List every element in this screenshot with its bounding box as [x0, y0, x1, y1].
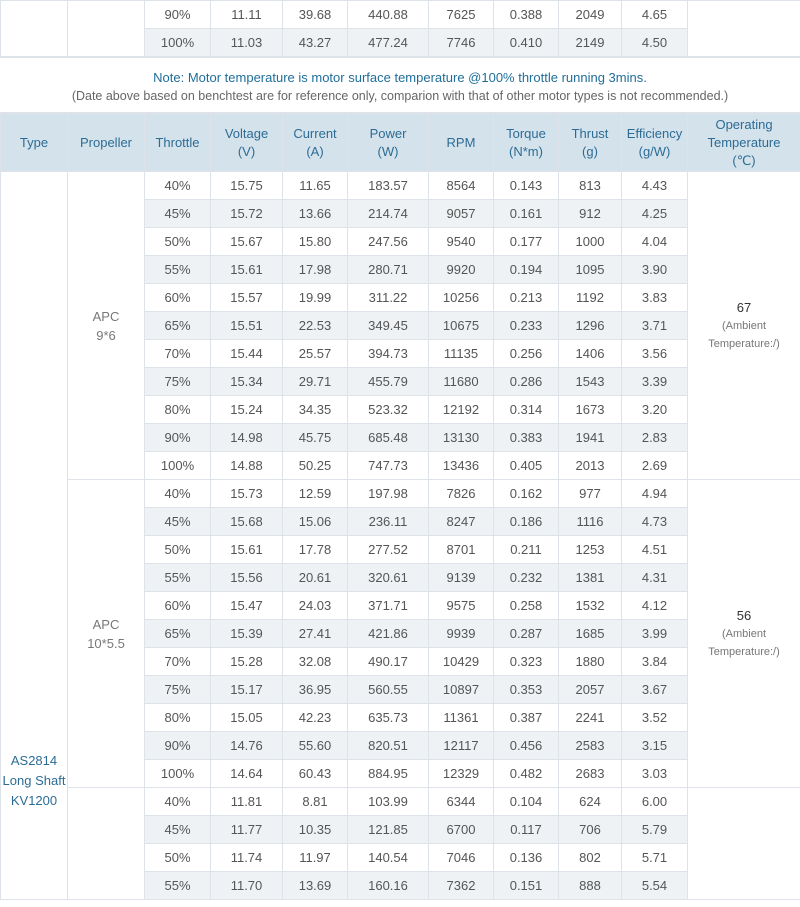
header-voltage: Voltage (V)	[211, 114, 283, 172]
data-cell: 2149	[559, 29, 622, 57]
data-cell: 15.75	[211, 172, 283, 200]
data-cell: 60%	[145, 592, 211, 620]
data-cell: 685.48	[348, 424, 429, 452]
data-cell: 39.68	[283, 1, 348, 29]
data-cell: 11.81	[211, 788, 283, 816]
data-cell: 6.00	[622, 788, 688, 816]
data-cell: 3.39	[622, 368, 688, 396]
data-cell: 11.11	[211, 1, 283, 29]
propeller-cell-empty	[68, 1, 145, 57]
data-cell: 4.25	[622, 200, 688, 228]
table-row	[1, 788, 800, 816]
data-cell: 24.03	[283, 592, 348, 620]
data-cell: 635.73	[348, 704, 429, 732]
data-cell: 490.17	[348, 648, 429, 676]
data-cell: 40%	[145, 788, 211, 816]
data-cell: 4.43	[622, 172, 688, 200]
temperature-value: 56	[736, 607, 752, 623]
data-cell: 7362	[429, 872, 494, 900]
data-cell: 0.287	[494, 620, 559, 648]
data-cell: 2.69	[622, 452, 688, 480]
data-cell: 60.43	[283, 760, 348, 788]
data-cell: 4.94	[622, 480, 688, 508]
data-cell: 0.410	[494, 29, 559, 57]
header-type: Type	[1, 114, 68, 172]
data-cell: 4.04	[622, 228, 688, 256]
data-cell: 90%	[145, 1, 211, 29]
data-cell: 2583	[559, 732, 622, 760]
data-cell: 11.70	[211, 872, 283, 900]
data-cell: 13130	[429, 424, 494, 452]
data-cell: 50%	[145, 844, 211, 872]
propeller-label: 10*5.5	[87, 635, 125, 651]
data-cell: 4.65	[622, 1, 688, 29]
header-throttle: Throttle	[145, 114, 211, 172]
data-cell: 888	[559, 872, 622, 900]
previous-data-table	[0, 0, 800, 57]
data-cell: 9939	[429, 620, 494, 648]
data-cell: 6700	[429, 816, 494, 844]
data-cell: 43.27	[283, 29, 348, 57]
data-cell: 2683	[559, 760, 622, 788]
data-cell: 0.117	[494, 816, 559, 844]
data-cell: 15.28	[211, 648, 283, 676]
data-cell: 0.232	[494, 564, 559, 592]
data-cell: 45%	[145, 508, 211, 536]
data-cell: 11.97	[283, 844, 348, 872]
data-cell: 14.98	[211, 424, 283, 452]
data-cell: 394.73	[348, 340, 429, 368]
table-row	[1, 172, 800, 200]
data-cell: 0.186	[494, 508, 559, 536]
data-cell: 60%	[145, 284, 211, 312]
header-power: Power (W)	[348, 114, 429, 172]
data-cell: 55%	[145, 564, 211, 592]
ambient-temperature-note: Temperature:/)	[708, 645, 780, 658]
data-cell: 50%	[145, 228, 211, 256]
data-cell: 11.03	[211, 29, 283, 57]
data-cell: 4.12	[622, 592, 688, 620]
data-cell: 1941	[559, 424, 622, 452]
data-cell: 2057	[559, 676, 622, 704]
data-cell: 9540	[429, 228, 494, 256]
data-cell: 15.56	[211, 564, 283, 592]
motor-type-cell	[1, 172, 68, 900]
data-cell: 3.03	[622, 760, 688, 788]
data-cell: 624	[559, 788, 622, 816]
data-cell: 15.44	[211, 340, 283, 368]
data-cell: 0.233	[494, 312, 559, 340]
data-cell: 20.61	[283, 564, 348, 592]
data-cell: 1685	[559, 620, 622, 648]
data-cell: 9920	[429, 256, 494, 284]
propeller-cell	[68, 788, 145, 900]
data-cell: 0.353	[494, 676, 559, 704]
data-cell: 3.71	[622, 312, 688, 340]
ambient-temperature-note: (Ambient	[721, 319, 767, 332]
motor-type-line: KV1200	[10, 793, 58, 808]
data-cell: 802	[559, 844, 622, 872]
propeller-cell	[68, 172, 145, 480]
data-cell: 90%	[145, 732, 211, 760]
data-cell: 100%	[145, 760, 211, 788]
data-cell: 0.314	[494, 396, 559, 424]
data-cell: 247.56	[348, 228, 429, 256]
data-cell: 3.15	[622, 732, 688, 760]
data-cell: 977	[559, 480, 622, 508]
data-cell: 11.74	[211, 844, 283, 872]
data-cell: 1000	[559, 228, 622, 256]
data-cell: 55%	[145, 872, 211, 900]
data-cell: 0.161	[494, 200, 559, 228]
data-cell: 0.136	[494, 844, 559, 872]
data-cell: 10675	[429, 312, 494, 340]
data-cell: 15.67	[211, 228, 283, 256]
data-cell: 6344	[429, 788, 494, 816]
data-cell: 11680	[429, 368, 494, 396]
propeller-label: 9*6	[96, 327, 116, 343]
data-cell: 0.286	[494, 368, 559, 396]
data-cell: 15.61	[211, 256, 283, 284]
data-cell: 884.95	[348, 760, 429, 788]
data-cell: 560.55	[348, 676, 429, 704]
data-cell: 140.54	[348, 844, 429, 872]
data-cell: 706	[559, 816, 622, 844]
data-cell: 15.05	[211, 704, 283, 732]
data-cell: 12.59	[283, 480, 348, 508]
data-cell: 34.35	[283, 396, 348, 424]
data-cell: 50.25	[283, 452, 348, 480]
data-cell: 15.24	[211, 396, 283, 424]
note-disclaimer: (Date above based on benchtest are for reference only, comparion with that of other motor types is not recommended.)	[71, 89, 729, 103]
motor-type-line: Long Shaft	[2, 773, 66, 788]
data-cell: 1406	[559, 340, 622, 368]
data-cell: 455.79	[348, 368, 429, 396]
data-cell: 14.76	[211, 732, 283, 760]
data-cell: 11135	[429, 340, 494, 368]
ambient-temperature-note: Temperature:/)	[708, 337, 780, 350]
data-cell: 0.258	[494, 592, 559, 620]
data-cell: 15.57	[211, 284, 283, 312]
header-rpm: RPM	[429, 114, 494, 172]
data-cell: 0.151	[494, 872, 559, 900]
data-cell: 17.98	[283, 256, 348, 284]
data-cell: 2049	[559, 1, 622, 29]
data-cell: 15.39	[211, 620, 283, 648]
data-cell: 1543	[559, 368, 622, 396]
data-cell: 75%	[145, 676, 211, 704]
data-cell: 13436	[429, 452, 494, 480]
data-cell: 1116	[559, 508, 622, 536]
data-cell: 0.194	[494, 256, 559, 284]
data-cell: 70%	[145, 648, 211, 676]
data-cell: 12329	[429, 760, 494, 788]
data-cell: 15.61	[211, 536, 283, 564]
propeller-label: APC	[92, 616, 120, 632]
data-cell: 5.54	[622, 872, 688, 900]
data-cell: 1192	[559, 284, 622, 312]
motor-type-line: AS2814	[10, 753, 58, 768]
data-cell: 42.23	[283, 704, 348, 732]
data-cell: 0.388	[494, 1, 559, 29]
data-cell: 1095	[559, 256, 622, 284]
data-cell: 80%	[145, 704, 211, 732]
data-cell: 55%	[145, 256, 211, 284]
data-cell: 13.66	[283, 200, 348, 228]
data-cell: 2241	[559, 704, 622, 732]
data-cell: 4.31	[622, 564, 688, 592]
data-cell: 10897	[429, 676, 494, 704]
data-cell: 7826	[429, 480, 494, 508]
data-cell: 214.74	[348, 200, 429, 228]
test-note	[0, 57, 800, 113]
data-cell: 103.99	[348, 788, 429, 816]
data-cell: 7046	[429, 844, 494, 872]
table-row	[1, 480, 800, 508]
data-cell: 14.64	[211, 760, 283, 788]
data-cell: 747.73	[348, 452, 429, 480]
data-cell: 7625	[429, 1, 494, 29]
data-cell: 40%	[145, 480, 211, 508]
data-cell: 3.67	[622, 676, 688, 704]
data-cell: 183.57	[348, 172, 429, 200]
propeller-label: APC	[92, 308, 120, 324]
data-cell: 9139	[429, 564, 494, 592]
data-cell: 40%	[145, 172, 211, 200]
data-cell: 4.50	[622, 29, 688, 57]
data-cell: 1381	[559, 564, 622, 592]
header-torque: Torque (N*m)	[494, 114, 559, 172]
data-cell: 15.06	[283, 508, 348, 536]
data-cell: 1532	[559, 592, 622, 620]
data-cell: 477.24	[348, 29, 429, 57]
data-cell: 4.73	[622, 508, 688, 536]
propeller-cell	[68, 480, 145, 788]
operating-temperature-cell	[688, 172, 800, 480]
operating-temperature-cell	[688, 480, 800, 788]
data-cell: 440.88	[348, 1, 429, 29]
data-cell: 65%	[145, 312, 211, 340]
data-cell: 349.45	[348, 312, 429, 340]
data-cell: 12192	[429, 396, 494, 424]
data-cell: 3.52	[622, 704, 688, 732]
data-cell: 320.61	[348, 564, 429, 592]
data-cell: 9575	[429, 592, 494, 620]
data-cell: 15.80	[283, 228, 348, 256]
data-cell: 3.83	[622, 284, 688, 312]
data-cell: 1673	[559, 396, 622, 424]
note-main: Note: Motor temperature is motor surface temperature @100% throttle running 3mins.	[153, 70, 647, 85]
data-cell: 14.88	[211, 452, 283, 480]
data-cell: 523.32	[348, 396, 429, 424]
data-cell: 15.73	[211, 480, 283, 508]
data-cell: 0.104	[494, 788, 559, 816]
data-cell: 10256	[429, 284, 494, 312]
data-cell: 11.65	[283, 172, 348, 200]
data-cell: 2013	[559, 452, 622, 480]
type-cell-empty	[1, 1, 68, 57]
data-cell: 3.99	[622, 620, 688, 648]
data-cell: 15.47	[211, 592, 283, 620]
data-cell: 813	[559, 172, 622, 200]
data-cell: 45%	[145, 200, 211, 228]
header-row	[1, 114, 800, 172]
data-cell: 10429	[429, 648, 494, 676]
data-cell: 0.482	[494, 760, 559, 788]
data-cell: 9057	[429, 200, 494, 228]
table-row	[1, 1, 800, 29]
data-cell: 0.256	[494, 340, 559, 368]
data-cell: 100%	[145, 29, 211, 57]
header-propeller: Propeller	[68, 114, 145, 172]
data-cell: 11.77	[211, 816, 283, 844]
header-operating-temperature: Operating Temperature (℃)	[688, 114, 800, 172]
data-cell: 160.16	[348, 872, 429, 900]
data-cell: 277.52	[348, 536, 429, 564]
data-cell: 22.53	[283, 312, 348, 340]
data-cell: 8701	[429, 536, 494, 564]
data-cell: 1296	[559, 312, 622, 340]
data-cell: 17.78	[283, 536, 348, 564]
motor-test-table	[0, 113, 800, 900]
data-cell: 15.34	[211, 368, 283, 396]
data-cell: 80%	[145, 396, 211, 424]
data-cell: 19.99	[283, 284, 348, 312]
temperature-value: 67	[736, 299, 752, 315]
data-cell: 0.143	[494, 172, 559, 200]
data-cell: 50%	[145, 536, 211, 564]
data-cell: 3.20	[622, 396, 688, 424]
data-cell: 236.11	[348, 508, 429, 536]
data-cell: 32.08	[283, 648, 348, 676]
data-cell: 8247	[429, 508, 494, 536]
data-cell: 0.162	[494, 480, 559, 508]
data-cell: 12117	[429, 732, 494, 760]
data-cell: 65%	[145, 620, 211, 648]
data-cell: 15.51	[211, 312, 283, 340]
data-cell: 75%	[145, 368, 211, 396]
temperature-cell-empty	[688, 1, 800, 57]
header-thrust: Thrust (g)	[559, 114, 622, 172]
data-cell: 25.57	[283, 340, 348, 368]
data-cell: 8.81	[283, 788, 348, 816]
data-cell: 3.84	[622, 648, 688, 676]
data-cell: 11361	[429, 704, 494, 732]
data-cell: 0.405	[494, 452, 559, 480]
data-cell: 36.95	[283, 676, 348, 704]
data-cell: 371.71	[348, 592, 429, 620]
data-cell: 15.68	[211, 508, 283, 536]
data-cell: 5.79	[622, 816, 688, 844]
data-cell: 45.75	[283, 424, 348, 452]
data-cell: 0.177	[494, 228, 559, 256]
header-efficiency: Efficiency (g/W)	[622, 114, 688, 172]
data-cell: 2.83	[622, 424, 688, 452]
data-cell: 55.60	[283, 732, 348, 760]
data-cell: 70%	[145, 340, 211, 368]
data-cell: 0.323	[494, 648, 559, 676]
data-cell: 0.211	[494, 536, 559, 564]
data-cell: 100%	[145, 452, 211, 480]
data-cell: 15.72	[211, 200, 283, 228]
data-cell: 1253	[559, 536, 622, 564]
data-cell: 45%	[145, 816, 211, 844]
data-cell: 0.456	[494, 732, 559, 760]
data-cell: 311.22	[348, 284, 429, 312]
data-cell: 13.69	[283, 872, 348, 900]
data-cell: 90%	[145, 424, 211, 452]
data-cell: 0.383	[494, 424, 559, 452]
data-cell: 820.51	[348, 732, 429, 760]
data-cell: 3.56	[622, 340, 688, 368]
data-cell: 0.213	[494, 284, 559, 312]
data-cell: 10.35	[283, 816, 348, 844]
data-cell: 0.387	[494, 704, 559, 732]
operating-temperature-cell	[688, 788, 800, 900]
data-cell: 912	[559, 200, 622, 228]
data-cell: 280.71	[348, 256, 429, 284]
data-cell: 197.98	[348, 480, 429, 508]
data-cell: 5.71	[622, 844, 688, 872]
data-cell: 15.17	[211, 676, 283, 704]
data-cell: 29.71	[283, 368, 348, 396]
data-cell: 421.86	[348, 620, 429, 648]
data-cell: 121.85	[348, 816, 429, 844]
data-cell: 7746	[429, 29, 494, 57]
data-cell: 27.41	[283, 620, 348, 648]
data-cell: 1880	[559, 648, 622, 676]
data-cell: 8564	[429, 172, 494, 200]
data-cell: 4.51	[622, 536, 688, 564]
header-current: Current (A)	[283, 114, 348, 172]
data-cell: 3.90	[622, 256, 688, 284]
ambient-temperature-note: (Ambient	[721, 627, 767, 640]
